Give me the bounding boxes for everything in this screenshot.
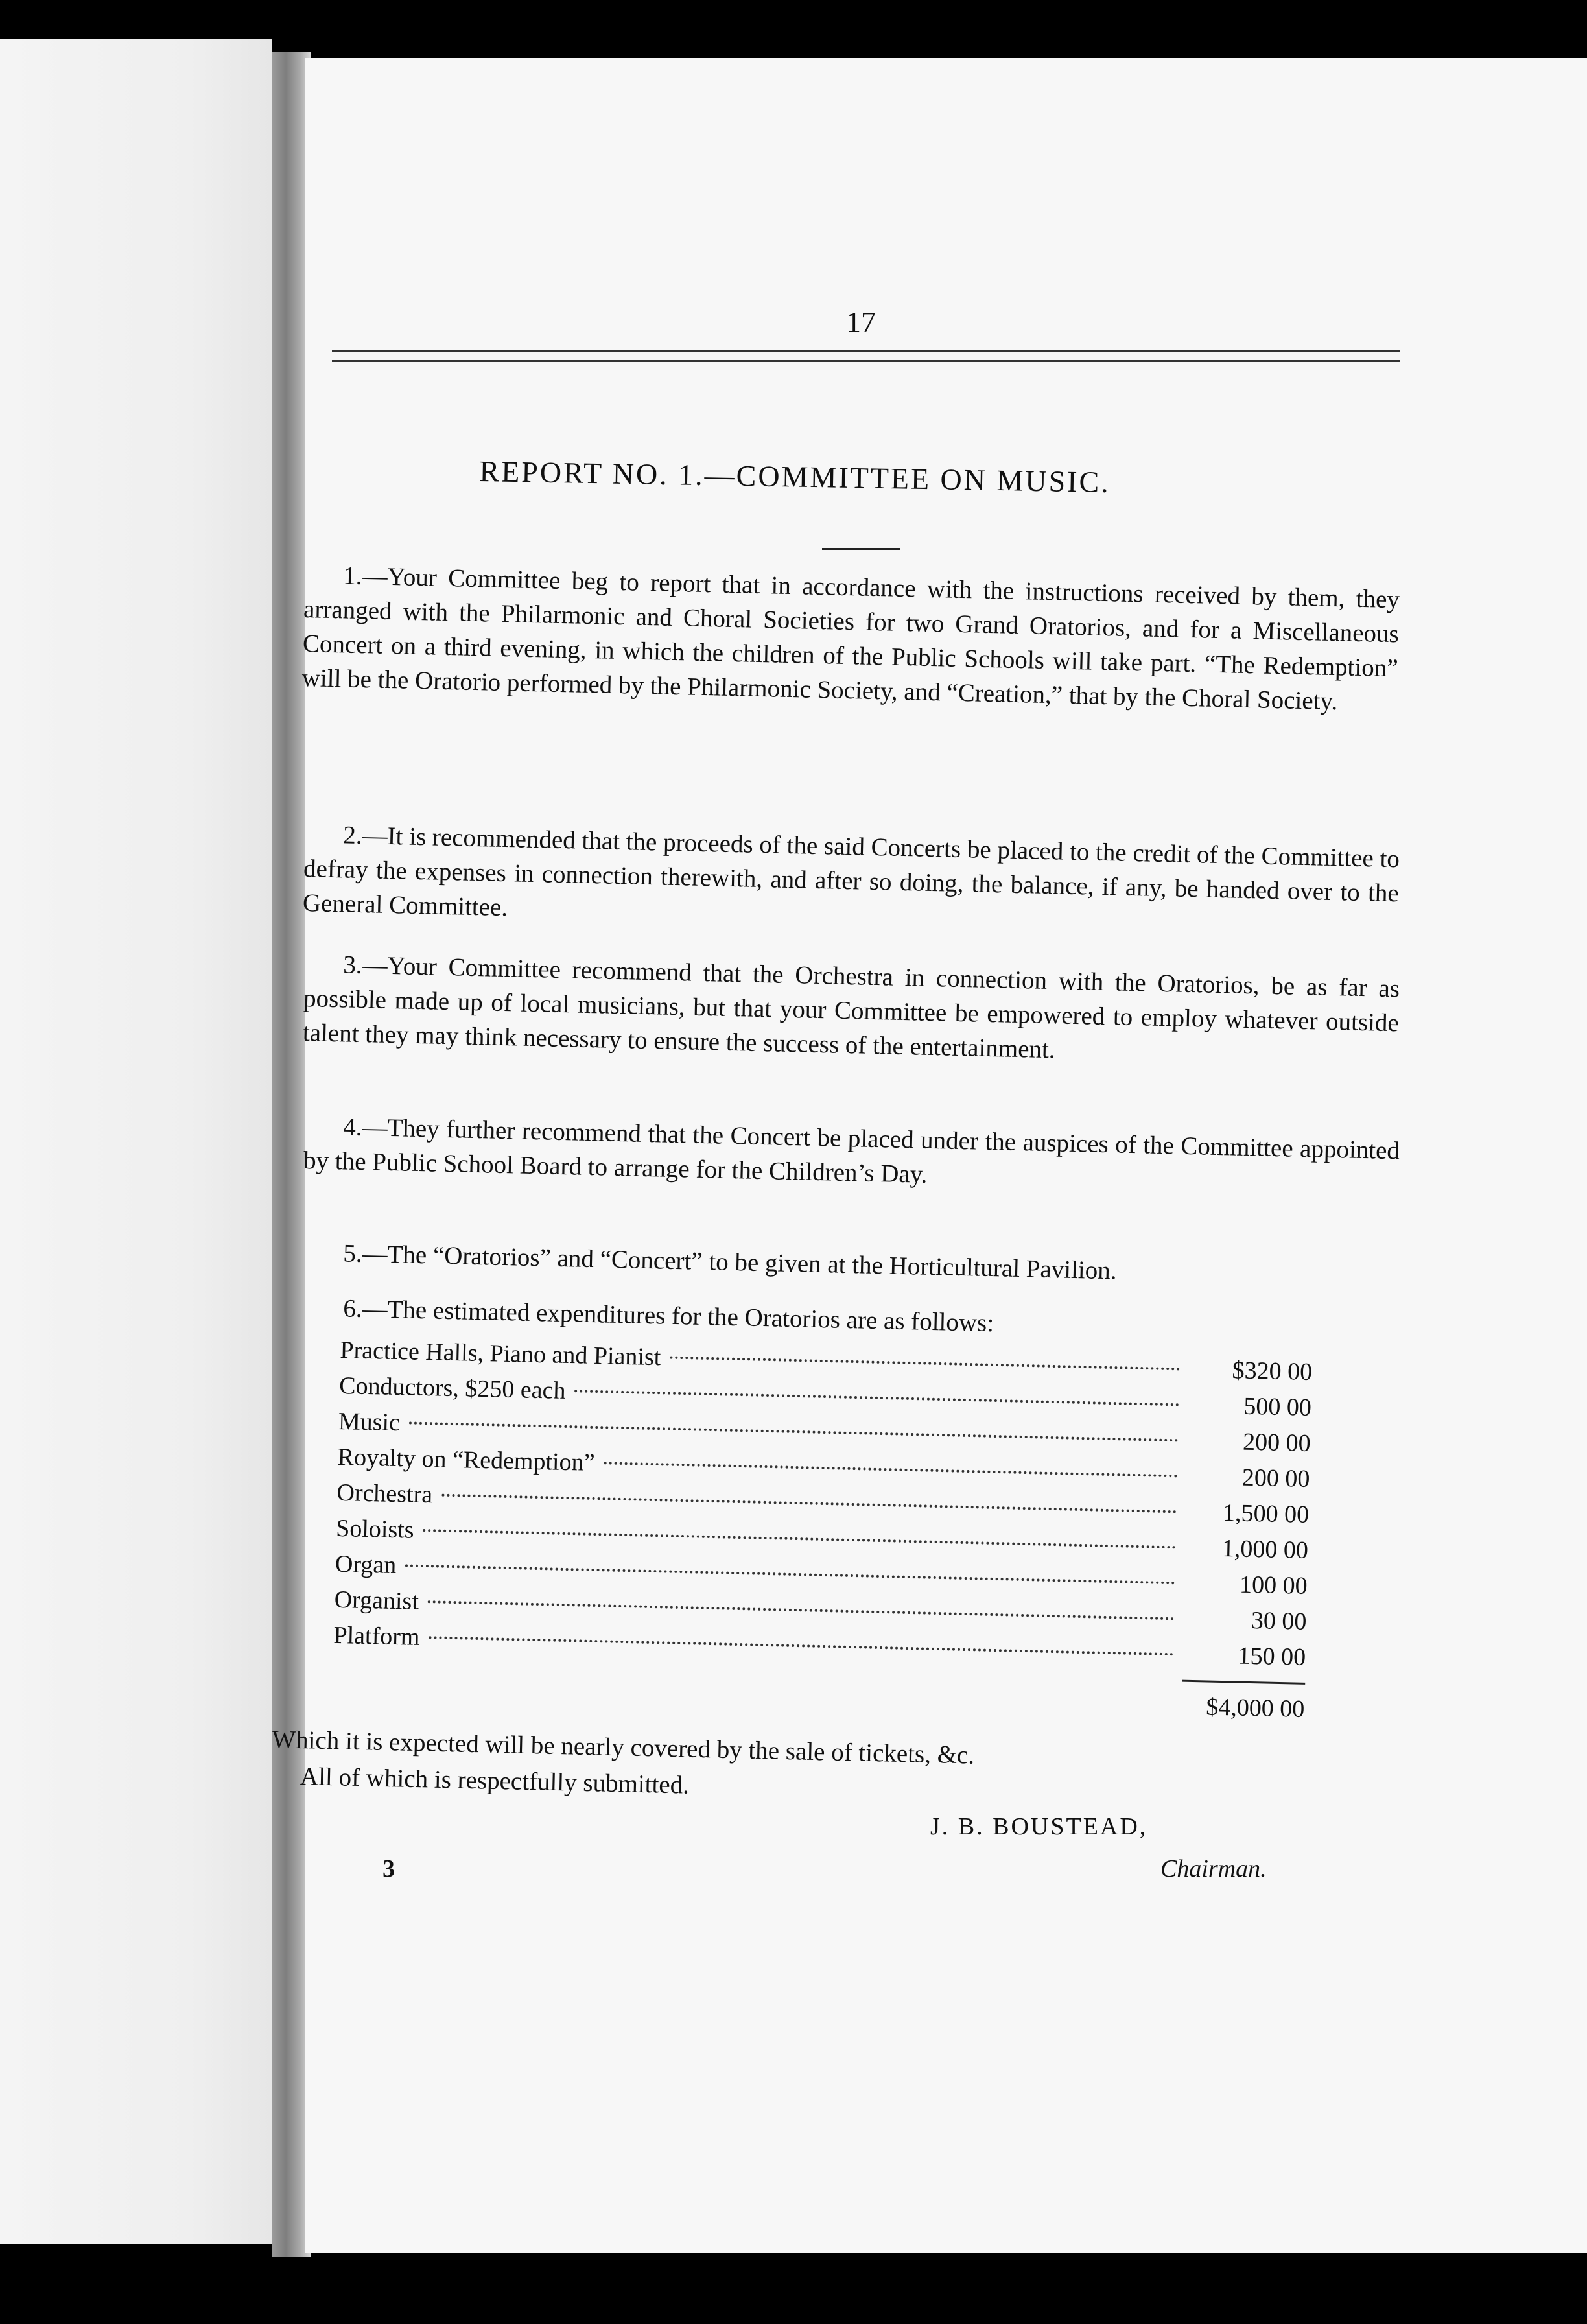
paragraph-6: 6.—The estimated expenditures for the Oratorios are as follows: [342,1294,994,1338]
expenditure-item: Organist [334,1585,419,1615]
expenditure-amount: 1,500 00 [1222,1499,1310,1528]
paragraph-1: 1.—Your Committee beg to report that in accordance with the instructions received by them, they arranged with the Philarmonic and Choral Societies for two Grand Oratorios, and for a Miscellaneous Concert on a third evening, in which the children of the Public Schools will take part. “The Redemption” will be the Oratorio performed by the Philarmonic Society, and “Creation,” that by the Choral Society. [301,562,1400,716]
paragraph-2: 2.—It is recommended that the proceeds of the said Concerts be placed to the credit of the Committee to defray the expenses in connection therewith, and after so doing, the balance, if any, be handed over to the General Committee. [302,821,1400,922]
expenditure-item: Soloists [335,1514,415,1544]
paragraph-5: 5.—The “Oratorios” and “Concert” to be given at the Horticultural Pavilion. [342,1239,1118,1285]
paragraph-3: 3.—Your Committee recommend that the Orchestra in connection with the Oratorios, be as far as possible made up of local musicians, but that your Committee be empowered to employ whatever outside talent they may think necessary to ensure the success of the entertainment. [302,951,1400,1064]
paragraph-4: 4.—They further recommend that the Concert be placed under the auspices of the Committee appointed by the Public School Board to arrange for the Children’s Day. [303,1113,1400,1189]
expenditure-amount: 150 00 [1238,1642,1306,1671]
title-divider [822,548,900,550]
dot-leader [423,1529,1176,1548]
dot-leader [670,1357,1180,1371]
dot-leader [409,1421,1179,1441]
expenditure-item: Orchestra [336,1478,433,1509]
report-title: REPORT NO. 1.—COMMITTEE ON MUSIC. [479,454,1111,499]
facing-blank-page [0,39,272,2244]
expenditure-item: Royalty on “Redemption” [337,1443,595,1476]
expenditure-table [332,1336,1312,1724]
expenditure-amount: 100 00 [1239,1571,1308,1600]
expenditure-item: Practice Halls, Piano and Pianist [340,1336,661,1371]
dot-leader [574,1390,1179,1406]
expenditure-amount: 200 00 [1242,1428,1311,1457]
expenditure-total: $4,000 00 [1205,1693,1305,1723]
dot-leader [429,1636,1173,1655]
expenditure-item: Music [338,1407,401,1437]
expenditure-item: Platform [333,1621,420,1651]
dot-leader [405,1564,1175,1584]
header-double-rule [332,350,1400,362]
expenditure-amount: 1,000 00 [1221,1534,1309,1564]
dot-leader [428,1600,1175,1620]
expenditure-item: Conductors, $250 each [338,1371,566,1405]
page-number: 17 [846,305,876,338]
expenditure-amount: 200 00 [1241,1464,1310,1493]
expenditure-amount: 500 00 [1243,1392,1312,1422]
closing-line-2: All of which is respectfully submitted. [300,1762,690,1799]
closing-line-1: Which it is expected will be nearly covered by the sale of tickets, &c. [271,1725,975,1770]
dot-leader [441,1494,1177,1513]
expenditure-amount: $320 00 [1232,1357,1313,1386]
expenditure-item: Organ [335,1550,397,1580]
sheet-number: 3 [382,1855,395,1882]
signature-title: Chairman. [1160,1855,1267,1882]
expenditure-amount: 30 00 [1251,1606,1307,1635]
dot-leader [604,1462,1177,1477]
signature-name: J. B. BOUSTEAD, [930,1813,1148,1840]
